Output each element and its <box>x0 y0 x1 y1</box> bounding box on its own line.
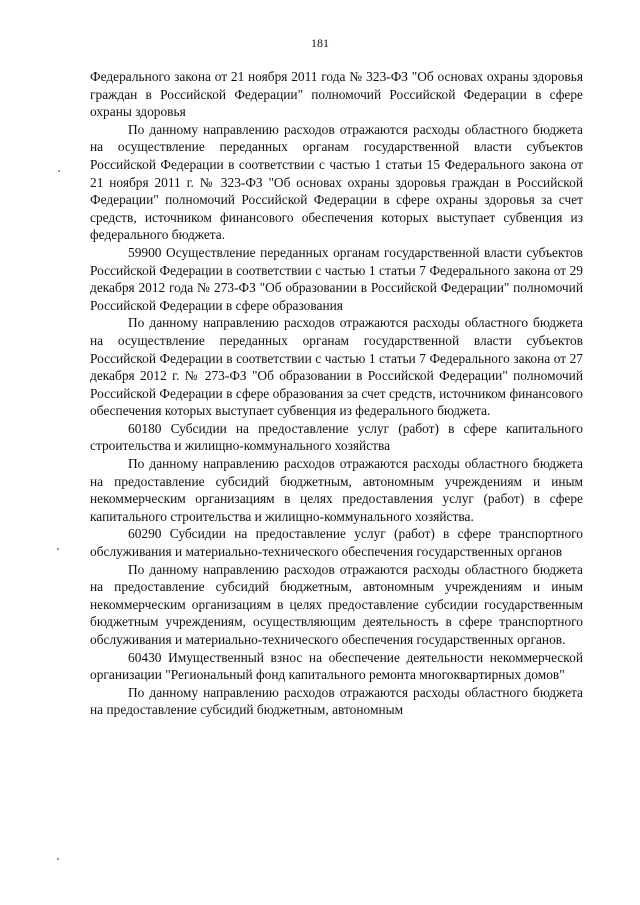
paragraph-expense-code: 60180 Субсидии на предоставление услуг (работ) в сфере капитального строительства и жилищно-коммунального хозяйства <box>90 420 583 454</box>
paragraph-description: По данному направлению расходов отражаются расходы областного бюджета на предоставление субсидий бюджетным, автономным <box>90 684 583 718</box>
paragraph-expense-code: 60430 Имущественный взнос на обеспечение деятельности некоммерческой организации "Региональный фонд капитального ремонта многоквартирных домов" <box>90 649 583 683</box>
paragraph-continuation: Федерального закона от 21 ноября 2011 года № 323-ФЗ "Об основах охраны здоровья граждан в Российской Федерации" полномочий Российской Федерации в сфере охраны здоровья <box>90 69 583 120</box>
paragraph-description: По данному направлению расходов отражаются расходы областного бюджета на предоставление субсидий бюджетным, автономным учреждениям и иным некоммерческим организациям в целях предоставление субсидии государственным бюджетным учреждениям, осуществляющим деятельность в сфере транспортного обслуживания и материально-технического обеспечения государственных органов. <box>90 561 583 647</box>
paragraph-description: По данному направлению расходов отражаются расходы областного бюджета на предоставление субсидий бюджетным, автономным учреждениям и иным некоммерческим организациям в целях предоставления услуг (работ) в сфере капитального строительства и жилищно-коммунального хозяйства. <box>90 456 583 524</box>
page-number: 181 <box>311 36 329 50</box>
document-body <box>90 68 583 719</box>
paragraph-description: По данному направлению расходов отражаются расходы областного бюджета на осуществление переданных органам государственной власти субъектов Российской Федерации в соответствии с частью 1 статьи 15 Федерального закона от 21 ноября 2011 г. № 323-ФЗ "Об основах охраны здоровья граждан в Российской Федерации" полномочий Российской Федерации в сфере охраны здоровья за счет средств, источником финансового обеспечения которых выступает субвенция из федерального бюджета. <box>90 121 583 243</box>
scan-artifact <box>57 858 59 860</box>
paragraph-expense-code: 60290 Субсидии на предоставление услуг (работ) в сфере транспортного обслуживания и материально-технического обеспечения государственных органов <box>90 526 583 560</box>
scan-artifact <box>57 548 59 550</box>
paragraph-expense-code: 59900 Осуществление переданных органам государственной власти субъектов Российской Федерации в соответствии с частью 1 статьи 7 Федерального закона от 29 декабря 2012 года № 273-ФЗ "Об образовании в Российской Федерации" полномочий Российской Федерации в сфере образования <box>90 244 583 313</box>
paragraph-description: По данному направлению расходов отражаются расходы областного бюджета на осуществление переданных органам государственной власти субъектов Российской Федерации в соответствии с частью 1 статьи 7 Федерального закона от 27 декабря 2012 г. № 273-ФЗ "Об образовании в Российской Федерации" полномочий Российской Федерации в сфере образования за счет средств, источником финансового обеспечения которых выступает субвенция из федерального бюджета. <box>90 315 583 419</box>
scan-artifact <box>58 170 60 172</box>
